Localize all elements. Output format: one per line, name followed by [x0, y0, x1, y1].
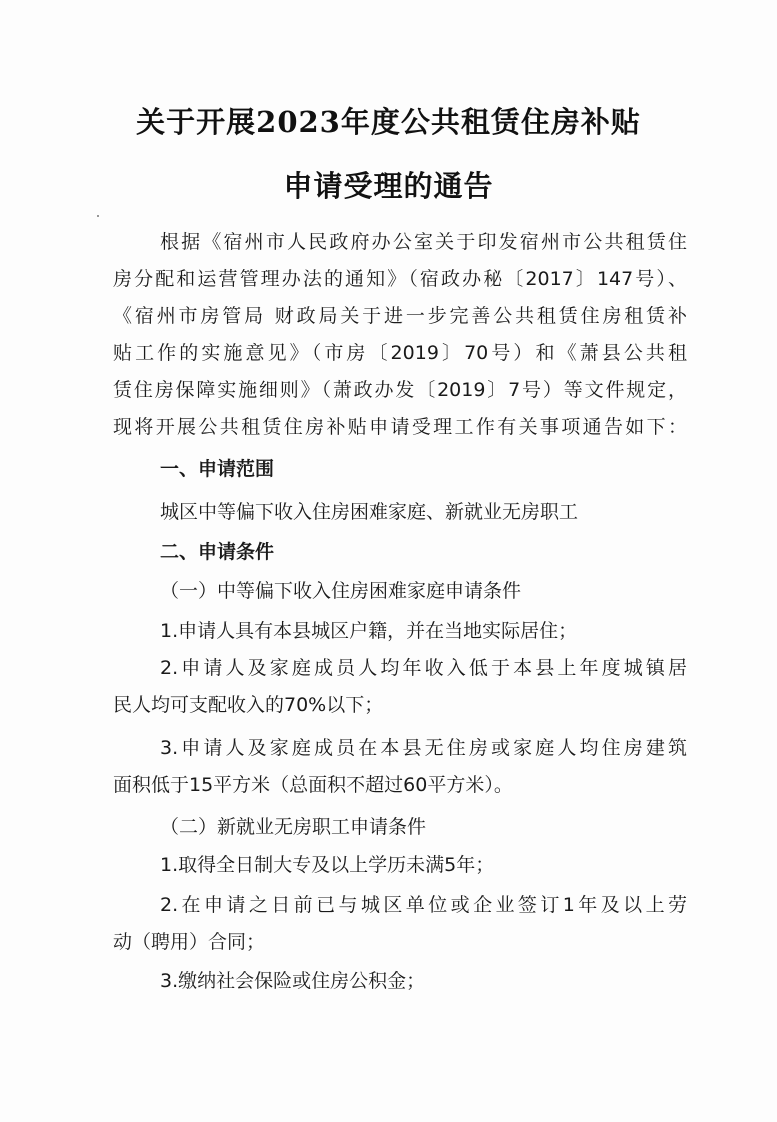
intro-line-4: 贴工作的实施意见》（市房〔2019〕70号）和《萧县公共租	[113, 342, 687, 364]
sub1-item-2-line-1: 2.申请人及家庭成员人均年收入低于本县上年度城镇居	[160, 657, 687, 679]
sub2-item-1: 1.取得全日制大专及以上学历未满5年；	[160, 854, 495, 876]
section-1-text: 城区中等偏下收入住房困难家庭、新就业无房职工	[160, 501, 579, 523]
intro-line-5: 赁住房保障实施细则》（萧政办发〔2019〕7号）等文件规定，	[113, 379, 687, 401]
sub2-item-3: 3.缴纳社会保险或住房公积金；	[160, 970, 426, 992]
subsection-1-heading: （一）中等偏下收入住房困难家庭申请条件	[160, 580, 522, 602]
section-2-heading: 二、申请条件	[160, 541, 275, 563]
document-title-line-1: 关于开展2023年度公共租赁住房补贴	[136, 105, 641, 139]
intro-line-3: 《宿州市房管局 财政局关于进一步完善公共租赁住房租赁补	[113, 305, 687, 327]
sub1-item-1: 1.申请人具有本县城区户籍，并在当地实际居住；	[160, 620, 578, 642]
sub1-item-2-line-2: 民人均可支配收入的70%以下；	[113, 694, 384, 716]
intro-line-1: 根据《宿州市人民政府办公室关于印发宿州市公共租赁住	[160, 231, 687, 253]
subsection-2-heading: （二）新就业无房职工申请条件	[160, 816, 427, 838]
sub2-item-2-line-1: 2.在申请之日前已与城区单位或企业签订1年及以上劳	[160, 894, 687, 916]
scan-speck	[97, 215, 99, 217]
sub1-item-3-line-2: 面积低于15平方米（总面积不超过60平方米）。	[113, 774, 513, 796]
sub2-item-2-line-2: 动（聘用）合同；	[113, 931, 266, 953]
section-1-heading: 一、申请范围	[160, 458, 275, 480]
sub1-item-3-line-1: 3.申请人及家庭成员在本县无住房或家庭人均住房建筑	[160, 737, 687, 759]
intro-line-6: 现将开展公共租赁住房补贴申请受理工作有关事项通告如下：	[113, 416, 687, 438]
intro-line-2: 房分配和运营管理办法的通知》（宿政办秘〔2017〕147号）、	[113, 268, 687, 290]
document-title-line-2: 申请受理的通告	[283, 169, 494, 203]
